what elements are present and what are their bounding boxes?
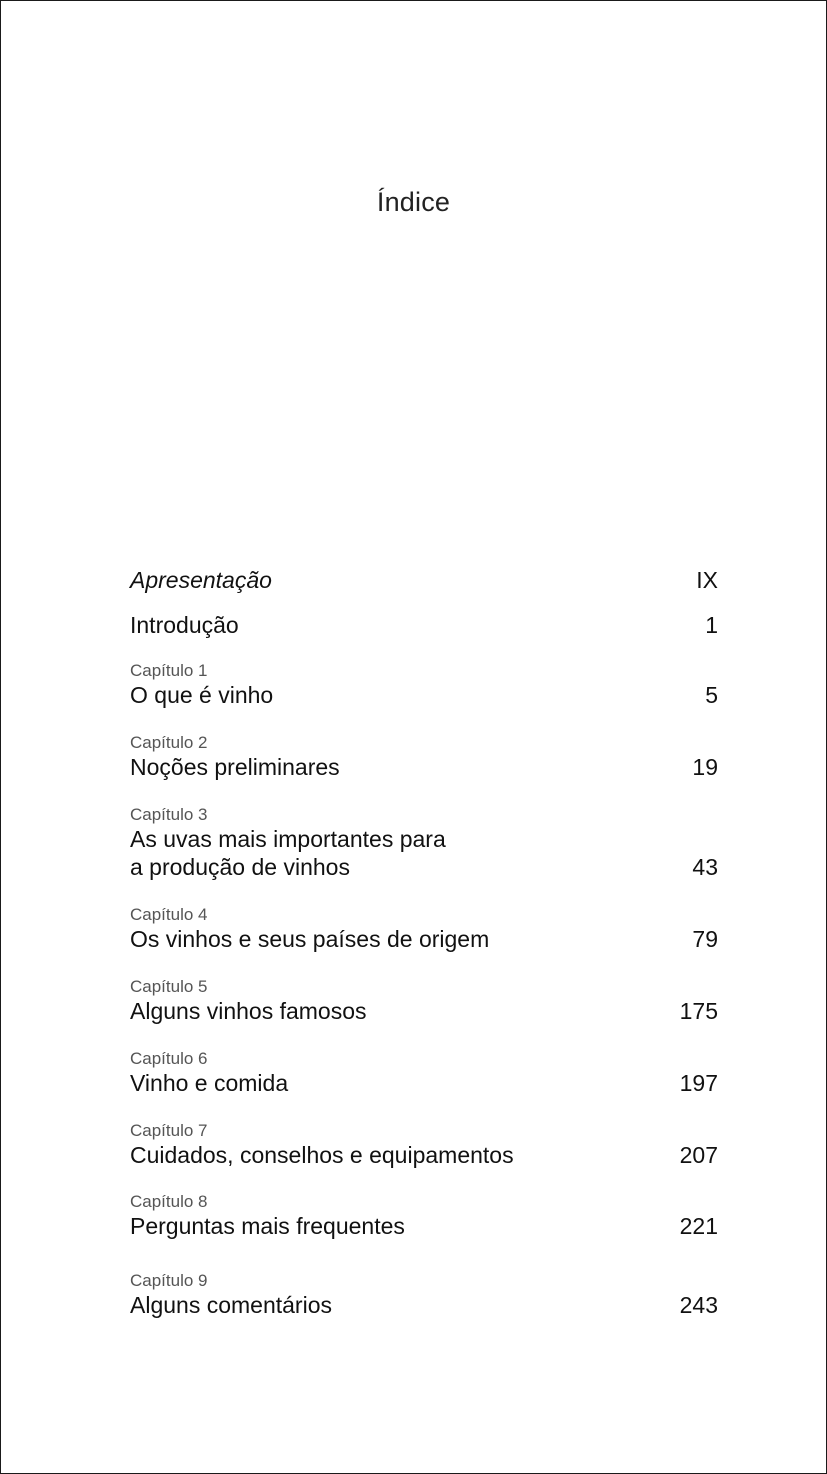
entry-title: Apresentação — [130, 567, 272, 593]
toc-entry-chapter-3[interactable] — [130, 805, 718, 881]
entry-title: O que é vinho — [130, 682, 274, 708]
toc-entry-chapter-8[interactable] — [130, 1192, 718, 1240]
chapter-label: Capítulo 1 — [130, 661, 208, 680]
toc-entry-chapter-9[interactable] — [130, 1271, 718, 1319]
page-number: 175 — [679, 998, 718, 1024]
chapter-label: Capítulo 4 — [130, 905, 208, 924]
page-number: 207 — [679, 1142, 718, 1168]
chapter-label: Capítulo 7 — [130, 1121, 208, 1140]
page-number: 1 — [705, 612, 718, 638]
entry-title: Os vinhos e seus países de origem — [130, 926, 490, 952]
page-number: 19 — [692, 754, 718, 780]
page-title: Índice — [376, 187, 451, 217]
chapter-label: Capítulo 2 — [130, 733, 208, 752]
page-number: 5 — [705, 682, 718, 708]
chapter-label: Capítulo 3 — [130, 805, 208, 824]
entry-title: Cuidados, conselhos e equipamentos — [130, 1142, 514, 1168]
chapter-label: Capítulo 6 — [130, 1049, 208, 1068]
entry-title: Introdução — [130, 612, 239, 638]
toc-entry-introducao[interactable] — [130, 611, 718, 639]
entry-title-continued: a produção de vinhos — [130, 854, 350, 880]
toc-entry-chapter-7[interactable] — [130, 1121, 718, 1169]
entry-title: As uvas mais importantes para — [130, 826, 446, 852]
entry-title: Noções preliminares — [130, 754, 340, 780]
entry-title: Alguns vinhos famosos — [130, 998, 367, 1024]
entry-title: Alguns comentários — [130, 1292, 332, 1318]
page-number: 243 — [679, 1292, 718, 1318]
entry-title: Perguntas mais frequentes — [130, 1213, 405, 1239]
toc-entry-chapter-2[interactable] — [130, 733, 718, 781]
entry-title: Vinho e comida — [130, 1070, 289, 1096]
page-number: 197 — [679, 1070, 718, 1096]
chapter-label: Capítulo 5 — [130, 977, 208, 996]
page-number: IX — [696, 567, 718, 593]
toc-entry-chapter-6[interactable] — [130, 1049, 718, 1097]
toc-entry-chapter-5[interactable] — [130, 977, 718, 1025]
toc-entry-chapter-1[interactable] — [130, 661, 718, 709]
toc-entry-chapter-4[interactable] — [130, 905, 718, 953]
chapter-label: Capítulo 9 — [130, 1271, 208, 1290]
toc-entry-apresentacao[interactable] — [130, 566, 718, 594]
page-number: 43 — [692, 854, 718, 880]
chapter-label: Capítulo 8 — [130, 1192, 208, 1211]
page-number: 79 — [692, 926, 718, 952]
page-number: 221 — [679, 1213, 718, 1239]
